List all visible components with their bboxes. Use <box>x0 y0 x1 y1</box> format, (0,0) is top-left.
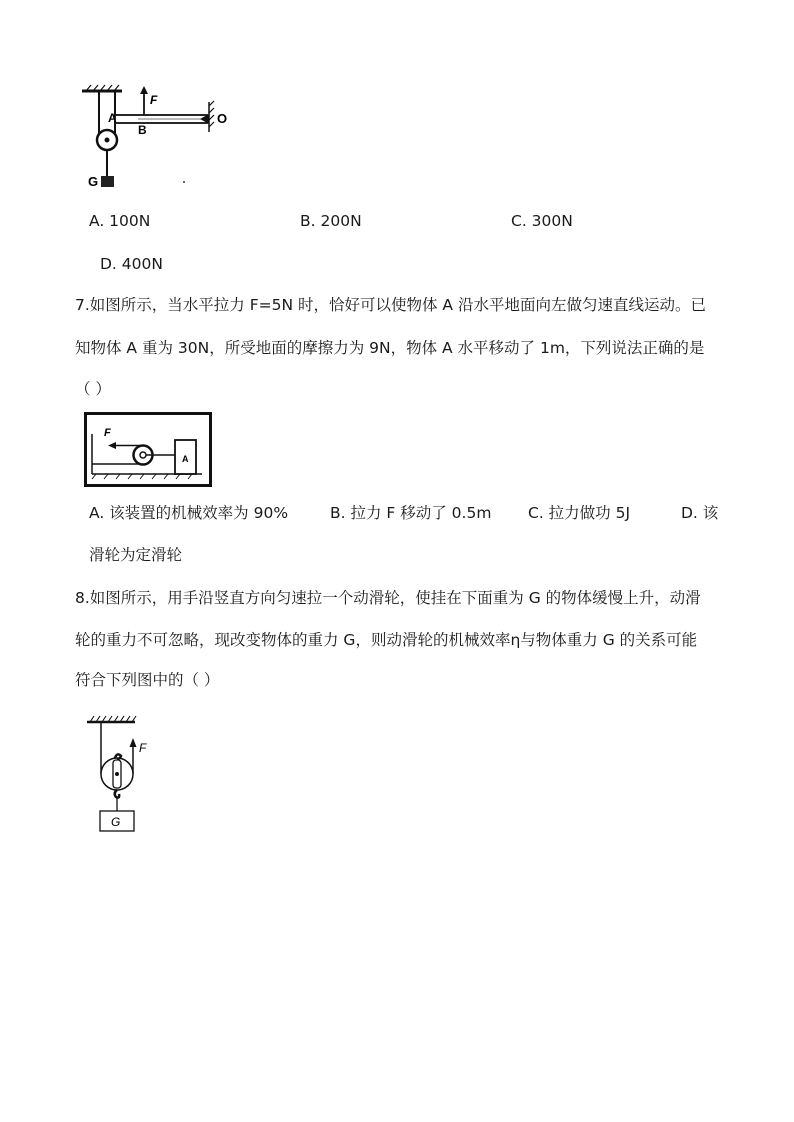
q7-option-a: A. 该装置的机械效率为 90% <box>89 504 289 522</box>
q6-figure <box>78 82 238 190</box>
q7-label-a: A <box>182 454 189 464</box>
q8-figure <box>84 712 168 836</box>
q6-option-a: A. 100N <box>89 212 151 230</box>
q6-label-b: B <box>138 123 147 137</box>
q7-figure <box>84 412 212 488</box>
q7-stem-line1: 7.如图所示，当水平拉力 F=5N 时，恰好可以使物体 A 沿水平地面向左做匀速直线运动。已 <box>75 296 706 314</box>
q7-option-b: B. 拉力 F 移动了 0.5m <box>330 504 492 522</box>
q7-option-d-part1: D. 该 <box>681 504 719 522</box>
q8-label-f: F <box>139 741 147 755</box>
q7-label-f: F <box>104 427 111 439</box>
q8-label-g: G <box>111 815 121 829</box>
q7-stem-line3: （ ） <box>75 380 111 398</box>
q6-label-g: G <box>88 174 99 189</box>
q8-stem-line1: 8.如图所示，用手沿竖直方向匀速拉一个动滑轮，使挂在下面重为 G 的物体缓慢上升，动滑 <box>75 589 701 607</box>
q6-label-f: F <box>150 93 158 107</box>
q8-stem-line3: 符合下列图中的（ ） <box>75 671 220 689</box>
q7-option-c: C. 拉力做功 5J <box>528 504 631 522</box>
q6-label-o: O <box>217 111 228 126</box>
q7-option-d-part2: 滑轮为定滑轮 <box>89 546 183 564</box>
q6-option-d: D. 400N <box>100 255 163 273</box>
q6-option-b: B. 200N <box>300 212 362 230</box>
q6-label-a: A <box>108 111 117 125</box>
q6-option-c: C. 300N <box>511 212 573 230</box>
q7-stem-line2: 知物体 A 重为 30N，所受地面的摩擦力为 9N，物体 A 水平移动了 1m，下列说法正确的是 <box>75 339 705 357</box>
q8-stem-line2: 轮的重力不可忽略，现改变物体的重力 G，则动滑轮的机械效率η与物体重力 G 的关系可能 <box>75 631 698 649</box>
